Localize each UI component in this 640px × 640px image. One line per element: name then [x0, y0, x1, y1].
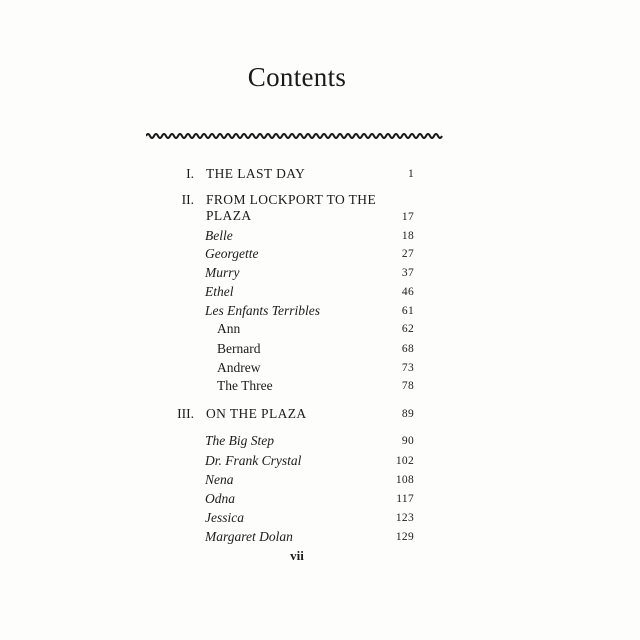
- page-number: 62: [401, 323, 414, 335]
- chapter-title: Ethel: [205, 284, 234, 299]
- page-number: 61: [401, 305, 414, 317]
- part-title-line1: FROM LOCKPORT TO THE: [206, 192, 377, 207]
- page-folio: vii: [290, 548, 304, 563]
- chapter-title: Nena: [205, 472, 234, 487]
- page-number: 27: [401, 248, 414, 260]
- page-number: 90: [401, 435, 414, 447]
- chapter-title: Margaret Dolan: [205, 529, 293, 544]
- page-number: 117: [396, 493, 414, 505]
- subchapter-title: Ann: [217, 321, 241, 336]
- page-number: 108: [395, 474, 414, 486]
- part-title-line2: PLAZA: [206, 208, 252, 223]
- subchapter-title: The Three: [217, 378, 273, 393]
- subchapter-title: Bernard: [217, 341, 261, 356]
- page-number: 102: [395, 455, 414, 467]
- page-number: 1: [407, 168, 414, 180]
- part-numeral: II.: [181, 192, 194, 207]
- part-title: THE LAST DAY: [206, 166, 306, 181]
- page-number: 18: [401, 230, 414, 242]
- chapter-title: Les Enfants Terribles: [205, 303, 321, 318]
- page-number: 129: [395, 531, 414, 543]
- page-number: 78: [401, 380, 414, 392]
- part-numeral: III.: [177, 406, 194, 421]
- page-number: 123: [395, 512, 414, 524]
- subchapter-title: Andrew: [217, 360, 261, 375]
- page-title: Contents: [247, 62, 347, 92]
- part-numeral: I.: [186, 166, 194, 181]
- part-title: ON THE PLAZA: [206, 406, 307, 421]
- chapter-title: Odna: [205, 491, 235, 506]
- page-number: 17: [401, 211, 414, 223]
- chapter-title: Murry: [205, 265, 240, 280]
- chapter-title: Georgette: [205, 246, 259, 261]
- chapter-title: Jessica: [205, 510, 244, 525]
- chapter-title: Belle: [205, 228, 233, 243]
- page-number: 68: [401, 343, 414, 355]
- chapter-title: The Big Step: [205, 433, 274, 448]
- chapter-title: Dr. Frank Crystal: [205, 453, 302, 468]
- page-number: 73: [401, 362, 414, 374]
- page-number: 89: [401, 408, 414, 420]
- page-number: 37: [401, 267, 414, 279]
- page-number: 46: [401, 286, 414, 298]
